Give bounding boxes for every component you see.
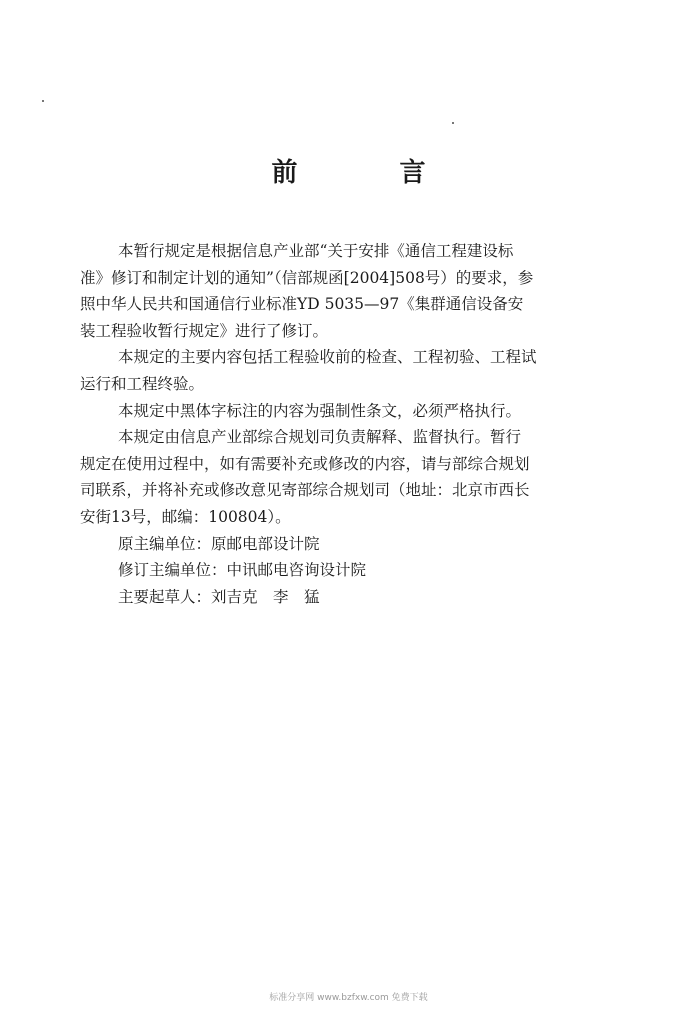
page-title: 前 言	[271, 158, 464, 188]
text-line: 安街13号，邮编：100804）。	[80, 507, 291, 526]
paragraph-4	[80, 424, 618, 530]
footer-watermark: 标准分享网 www.bzfxw.com 免费下载	[269, 993, 428, 1003]
credits	[118, 531, 618, 611]
paragraph-3	[118, 398, 618, 425]
text-line: 照中华人民共和国通信行业标准YD 5035—97《集群通信设备安	[80, 295, 524, 314]
document-body	[80, 238, 618, 610]
text-line: 规定在使用过程中，如有需要补充或修改的内容，请与部综合规划	[80, 454, 530, 473]
scan-speck	[42, 100, 44, 102]
credit-revision-editor: 修订主编单位：中讯邮电咨询设计院	[118, 561, 367, 580]
paragraph-1	[80, 238, 618, 344]
text-line: 本规定由信息产业部综合规划司负责解释、监督执行。暂行	[118, 428, 522, 447]
text-line: 本规定中黑体字标注的内容为强制性条文，必须严格执行。	[118, 401, 522, 420]
scan-speck	[452, 122, 454, 124]
text-line: 装工程验收暂行规定》进行了修订。	[80, 321, 329, 340]
text-line: 司联系，并将补充或修改意见寄部综合规划司（地址：北京市西长	[80, 481, 530, 500]
credit-original-editor: 原主编单位：原邮电部设计院	[118, 534, 320, 553]
text-line: 本暂行规定是根据信息产业部“关于安排《通信工程建设标	[118, 242, 514, 260]
paragraph-2	[80, 344, 618, 397]
text-line: 运行和工程终验。	[80, 374, 205, 393]
text-line: 准》修订和制定计划的通知”（信部规函[2004]508号）的要求，参	[80, 268, 534, 287]
text-line: 本规定的主要内容包括工程验收前的检查、工程初验、工程试	[118, 348, 537, 367]
credit-drafters: 主要起草人：刘吉克 李 猛	[118, 587, 320, 606]
